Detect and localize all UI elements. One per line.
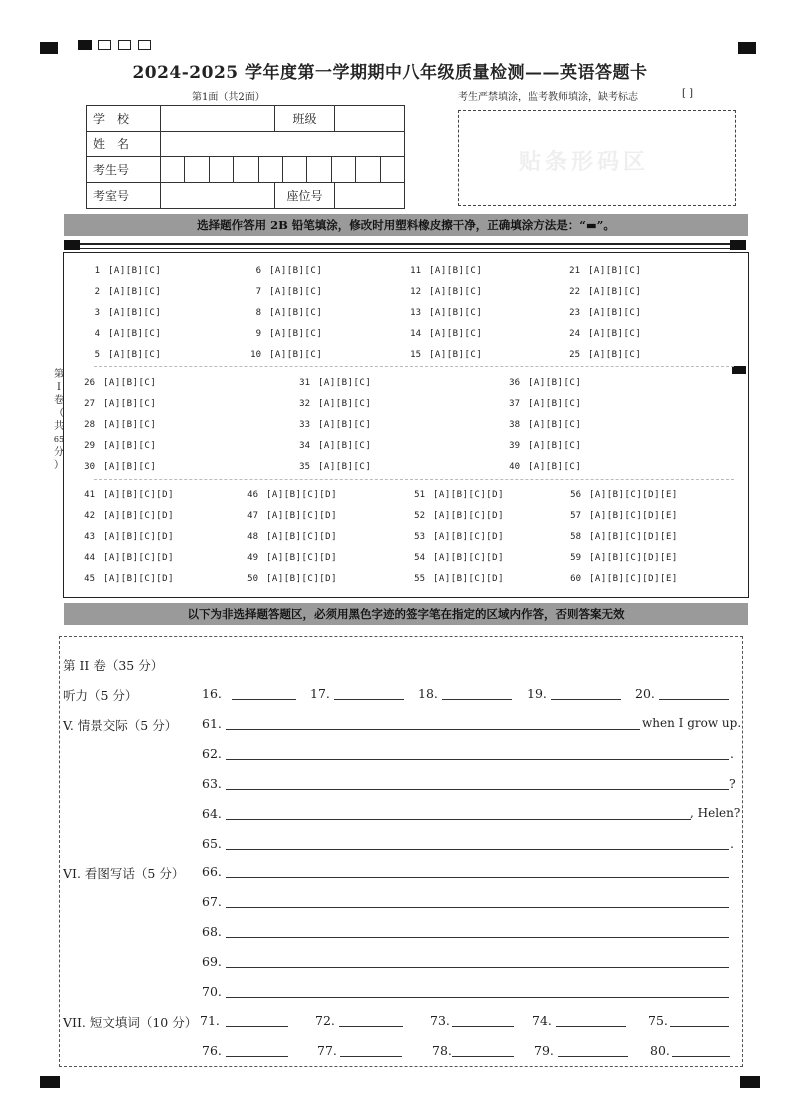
- question-50[interactable]: 50 [A][B][C][D]: [247, 574, 338, 584]
- question-8[interactable]: 8 [A][B][C]: [255, 308, 323, 318]
- q64-num: 64.: [202, 806, 222, 821]
- q74-answer-line[interactable]: [556, 1026, 626, 1027]
- question-6[interactable]: 6 [A][B][C]: [255, 266, 323, 276]
- divider: [94, 366, 734, 367]
- question-52[interactable]: 52 [A][B][C][D]: [414, 511, 505, 521]
- divider: [80, 248, 730, 249]
- question-26[interactable]: 26 [A][B][C]: [84, 378, 157, 388]
- corner-mark-top-right: [738, 42, 756, 54]
- q69-answer-line[interactable]: [226, 967, 729, 968]
- question-36[interactable]: 36 [A][B][C]: [509, 378, 582, 388]
- question-42[interactable]: 42 [A][B][C][D]: [84, 511, 175, 521]
- school-field[interactable]: [161, 106, 275, 132]
- q64-answer-line[interactable]: [226, 819, 691, 820]
- q79-num: 79.: [534, 1043, 554, 1058]
- q76-num: 76.: [202, 1043, 222, 1058]
- question-10[interactable]: 10 [A][B][C]: [250, 350, 323, 360]
- question-46[interactable]: 46 [A][B][C][D]: [247, 490, 338, 500]
- q20-num: 20.: [635, 686, 655, 701]
- class-label: 班级: [275, 106, 335, 132]
- q71-answer-line[interactable]: [226, 1026, 288, 1027]
- cloze-label: VII. 短文填词（10 分）: [63, 1015, 198, 1030]
- q80-num: 80.: [650, 1043, 670, 1058]
- question-58[interactable]: 58 [A][B][C][D][E]: [570, 532, 678, 542]
- question-4[interactable]: 4 [A][B][C]: [94, 329, 162, 339]
- q69-num: 69.: [202, 954, 222, 969]
- question-41[interactable]: 41 [A][B][C][D]: [84, 490, 175, 500]
- seat-field[interactable]: [335, 183, 405, 209]
- q78-num: 78.: [432, 1043, 452, 1058]
- q63-answer-line[interactable]: [226, 789, 729, 790]
- q67-answer-line[interactable]: [226, 907, 729, 908]
- question-11[interactable]: 11 [A][B][C]: [410, 266, 483, 276]
- question-40[interactable]: 40 [A][B][C]: [509, 462, 582, 472]
- question-2[interactable]: 2 [A][B][C]: [94, 287, 162, 297]
- q79-answer-line[interactable]: [558, 1056, 628, 1057]
- question-38[interactable]: 38 [A][B][C]: [509, 420, 582, 430]
- corner-mark-bottom-left: [40, 1076, 60, 1088]
- room-field[interactable]: [161, 183, 275, 209]
- divider: [80, 243, 730, 245]
- question-28[interactable]: 28 [A][B][C]: [84, 420, 157, 430]
- q72-num: 72.: [315, 1013, 335, 1028]
- q16-num: 16.: [202, 686, 222, 701]
- question-5[interactable]: 5 [A][B][C]: [94, 350, 162, 360]
- q73-num: 73.: [430, 1013, 450, 1028]
- question-30[interactable]: 30 [A][B][C]: [84, 462, 157, 472]
- q65-answer-line[interactable]: [226, 849, 729, 850]
- question-56[interactable]: 56 [A][B][C][D][E]: [570, 490, 678, 500]
- q73-answer-line[interactable]: [452, 1026, 514, 1027]
- option-box: [138, 40, 151, 50]
- q77-answer-line[interactable]: [340, 1056, 402, 1057]
- q80-answer-line[interactable]: [672, 1056, 730, 1057]
- question-1[interactable]: 1 [A][B][C]: [94, 266, 162, 276]
- question-29[interactable]: 29 [A][B][C]: [84, 441, 157, 451]
- question-47[interactable]: 47 [A][B][C][D]: [247, 511, 338, 521]
- q70-num: 70.: [202, 984, 222, 999]
- question-12[interactable]: 12 [A][B][C]: [410, 287, 483, 297]
- q64-end: , Helen?: [690, 806, 741, 820]
- instruction-band-2: 以下为非选择题答题区，必须用黑色字迹的签字笔在指定的区域内作答，否则答案无效: [64, 603, 748, 625]
- dialogue-label: V. 情景交际（5 分）: [63, 718, 178, 733]
- page-label: 第1面（共2面）: [192, 92, 265, 103]
- student-info-table: [86, 105, 405, 209]
- q62-num: 62.: [202, 746, 222, 761]
- q71-num: 71.: [200, 1013, 220, 1028]
- timing-mark: [64, 240, 80, 250]
- question-55[interactable]: 55 [A][B][C][D]: [414, 574, 505, 584]
- q77-num: 77.: [317, 1043, 337, 1058]
- question-21[interactable]: 21 [A][B][C]: [569, 266, 642, 276]
- q19-answer-line[interactable]: [551, 699, 621, 700]
- q66-answer-line[interactable]: [226, 877, 729, 878]
- question-3[interactable]: 3 [A][B][C]: [94, 308, 162, 318]
- name-label: 姓 名: [87, 131, 161, 157]
- name-field[interactable]: [161, 131, 405, 157]
- section-2-title: 第 II 卷（35 分）: [63, 658, 164, 673]
- exam-no-field[interactable]: [161, 157, 405, 183]
- question-23[interactable]: 23 [A][B][C]: [569, 308, 642, 318]
- q67-num: 67.: [202, 894, 222, 909]
- question-7[interactable]: 7 [A][B][C]: [255, 287, 323, 297]
- question-9[interactable]: 9 [A][B][C]: [255, 329, 323, 339]
- question-45[interactable]: 45 [A][B][C][D]: [84, 574, 175, 584]
- school-label: 学 校: [87, 106, 161, 132]
- question-39[interactable]: 39 [A][B][C]: [509, 441, 582, 451]
- q19-num: 19.: [527, 686, 547, 701]
- question-35[interactable]: 35 [A][B][C]: [299, 462, 372, 472]
- question-51[interactable]: 51 [A][B][C][D]: [414, 490, 505, 500]
- question-15[interactable]: 15 [A][B][C]: [410, 350, 483, 360]
- corner-mark-top-left: [40, 42, 58, 54]
- q74-num: 74.: [532, 1013, 552, 1028]
- question-44[interactable]: 44 [A][B][C][D]: [84, 553, 175, 563]
- q68-num: 68.: [202, 924, 222, 939]
- page-title: 2024-2025 学年度第一学期期中八年级质量检测——英语答题卡: [132, 63, 648, 83]
- q65-num: 65.: [202, 836, 222, 851]
- q17-num: 17.: [310, 686, 330, 701]
- barcode-area-label: 贴条形码区: [519, 149, 650, 175]
- question-54[interactable]: 54 [A][B][C][D]: [414, 553, 505, 563]
- question-33[interactable]: 33 [A][B][C]: [299, 420, 372, 430]
- q17-answer-line[interactable]: [334, 699, 404, 700]
- question-60[interactable]: 60 [A][B][C][D][E]: [570, 574, 678, 584]
- q75-answer-line[interactable]: [670, 1026, 729, 1027]
- question-31[interactable]: 31 [A][B][C]: [299, 378, 372, 388]
- question-59[interactable]: 59 [A][B][C][D][E]: [570, 553, 678, 563]
- option-box: [118, 40, 131, 50]
- q66-num: 66.: [202, 864, 222, 879]
- barcode-area[interactable]: [458, 110, 736, 206]
- q62-end: .: [730, 746, 734, 761]
- room-label: 考室号: [87, 183, 161, 209]
- class-field[interactable]: [335, 106, 405, 132]
- q18-answer-line[interactable]: [442, 699, 512, 700]
- divider: [94, 479, 734, 480]
- listening-label: 听力（5 分）: [63, 688, 138, 703]
- q70-answer-line[interactable]: [226, 997, 729, 998]
- option-box: [98, 40, 111, 50]
- question-57[interactable]: 57 [A][B][C][D][E]: [570, 511, 678, 521]
- instruction-band-1: 选择题作答用 2B 铅笔填涂，修改时用塑料橡皮擦干净，正确填涂方法是：“▬”。: [64, 214, 748, 236]
- corner-mark-bottom-right: [740, 1076, 760, 1088]
- q20-answer-line[interactable]: [659, 699, 729, 700]
- q78-answer-line[interactable]: [452, 1056, 514, 1057]
- q63-end: ?: [729, 776, 736, 791]
- choice-bubble-area: [63, 252, 749, 598]
- question-49[interactable]: 49 [A][B][C][D]: [247, 553, 338, 563]
- q61-num: 61.: [202, 716, 222, 731]
- q18-num: 18.: [418, 686, 438, 701]
- q65-end: .: [730, 836, 734, 851]
- question-27[interactable]: 27 [A][B][C]: [84, 399, 157, 409]
- question-22[interactable]: 22 [A][B][C]: [569, 287, 642, 297]
- question-53[interactable]: 53 [A][B][C][D]: [414, 532, 505, 542]
- q75-num: 75.: [648, 1013, 668, 1028]
- q61-end: when I grow up.: [642, 716, 742, 730]
- timing-mark: [78, 40, 92, 50]
- q63-num: 63.: [202, 776, 222, 791]
- q68-answer-line[interactable]: [226, 937, 729, 938]
- writing-label: VI. 看图写话（5 分）: [63, 866, 185, 881]
- q62-answer-line[interactable]: [226, 759, 729, 760]
- q61-answer-line[interactable]: [226, 729, 640, 730]
- question-14[interactable]: 14 [A][B][C]: [410, 329, 483, 339]
- question-43[interactable]: 43 [A][B][C][D]: [84, 532, 175, 542]
- q16-answer-line[interactable]: [232, 699, 296, 700]
- question-24[interactable]: 24 [A][B][C]: [569, 329, 642, 339]
- absent-label: 考生严禁填涂，监考教师填涂，缺考标志: [458, 92, 638, 103]
- question-32[interactable]: 32 [A][B][C]: [299, 399, 372, 409]
- question-13[interactable]: 13 [A][B][C]: [410, 308, 483, 318]
- question-34[interactable]: 34 [A][B][C]: [299, 441, 372, 451]
- section-1-side-label: 第 Ⅰ 卷 （ 共 65 分 ）: [53, 369, 65, 471]
- q76-answer-line[interactable]: [226, 1056, 288, 1057]
- question-25[interactable]: 25 [A][B][C]: [569, 350, 642, 360]
- exam-no-label: 考生号: [87, 157, 161, 183]
- timing-mark: [730, 240, 746, 250]
- question-37[interactable]: 37 [A][B][C]: [509, 399, 582, 409]
- q72-answer-line[interactable]: [339, 1026, 403, 1027]
- absent-box[interactable]: [ ]: [682, 88, 693, 99]
- question-48[interactable]: 48 [A][B][C][D]: [247, 532, 338, 542]
- seat-label: 座位号: [275, 183, 335, 209]
